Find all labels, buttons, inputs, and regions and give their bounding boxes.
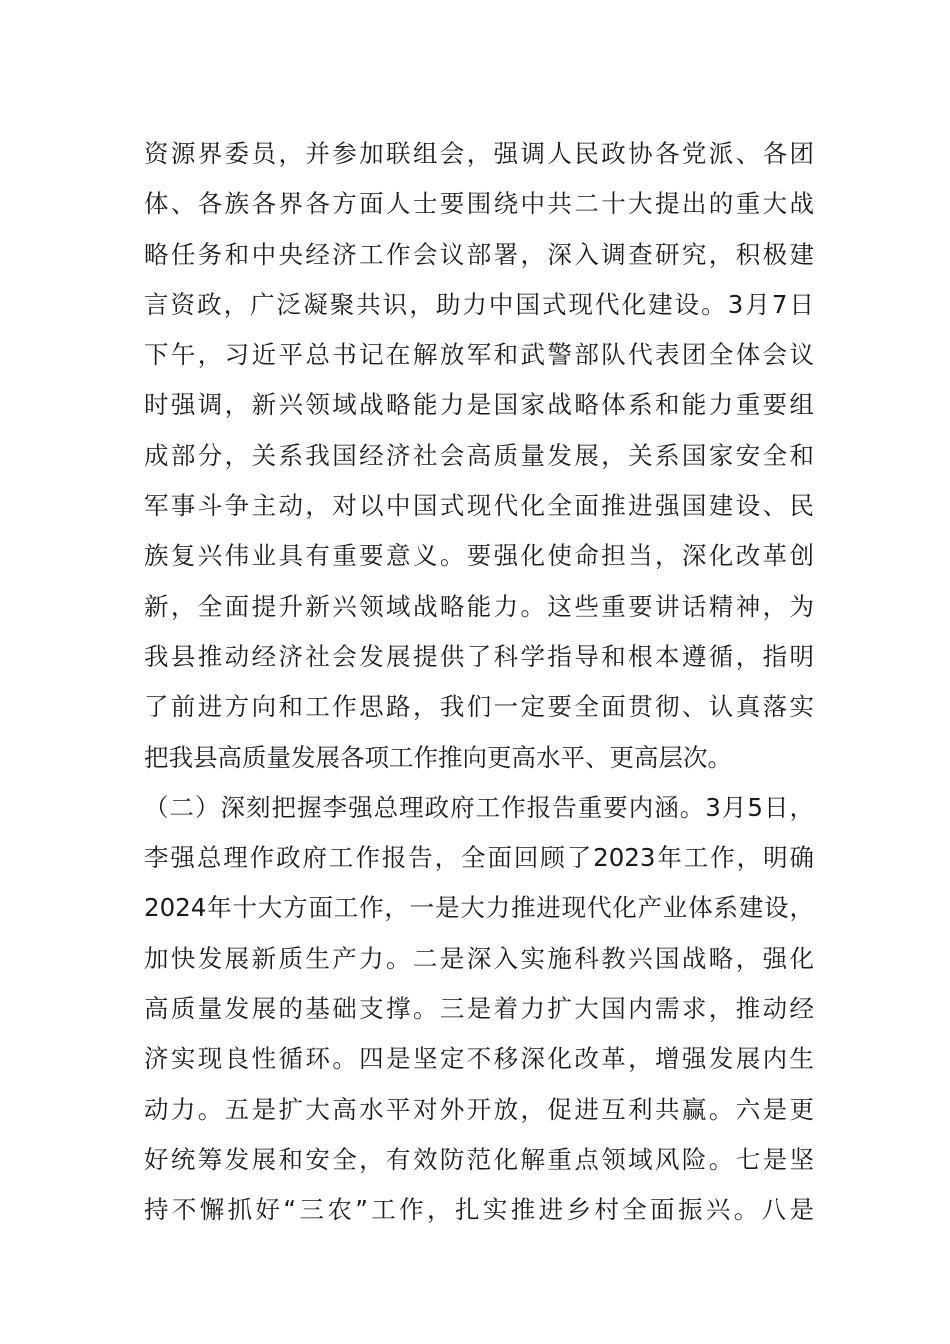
text-line: 军事斗争主动，对以中国式现代化全面推进强国建设、民	[144, 491, 814, 521]
text-line: 族复兴伟业具有重要意义。要强化使命担当，深化改革创	[144, 541, 814, 571]
text-line: 成部分，关系我国经济社会高质量发展，关系国家安全和	[144, 440, 814, 470]
text-line: 体、各族各界各方面人士要围绕中共二十大提出的重大战	[144, 189, 814, 219]
text-line: 言资政，广泛凝聚共识，助力中国式现代化建设。3月7日	[144, 289, 814, 319]
text-line: 时强调，新兴领域战略能力是国家战略体系和能力重要组	[144, 390, 814, 420]
text-line: 高质量发展的基础支撑。三是着力扩大国内需求，推动经	[144, 994, 814, 1024]
text-line: 我县推动经济社会发展提供了科学指导和根本遵循，指明	[144, 641, 814, 671]
text-line: 济实现良性循环。四是坚定不移深化改革，增强发展内生	[144, 1044, 814, 1074]
text-line: 李强总理作政府工作报告，全面回顾了2023年工作，明确	[144, 843, 814, 873]
text-line: 好统筹发展和安全，有效防范化解重点领域风险。七是坚	[144, 1144, 814, 1174]
text-line: 新，全面提升新兴领域战略能力。这些重要讲话精神，为	[144, 591, 814, 621]
text-line: 动力。五是扩大高水平对外开放，促进互利共赢。六是更	[144, 1094, 814, 1124]
text-line: 2024年十大方面工作，一是大力推进现代化产业体系建设，	[144, 893, 814, 923]
paragraph-end-line: 把我县高质量发展各项工作推向更高水平、更高层次。	[144, 742, 732, 772]
text-line: 持不懈抓好“三农”工作，扎实推进乡村全面振兴。八是	[144, 1195, 814, 1225]
text-line: 了前进方向和工作思路，我们一定要全面贯彻、认真落实	[144, 692, 814, 722]
text-line: 加快发展新质生产力。二是深入实施科教兴国战略，强化	[144, 943, 814, 973]
text-line: 资源界委员，并参加联组会，强调人民政协各党派、各团	[144, 139, 814, 168]
text-line: 略任务和中央经济工作会议部署，深入调查研究，积极建	[144, 239, 814, 269]
section-heading-line: （二）深刻把握李强总理政府工作报告重要内涵。3月5日，	[144, 792, 814, 822]
text-line: 下午，习近平总书记在解放军和武警部队代表团全体会议	[144, 340, 814, 370]
document-body	[144, 129, 814, 1236]
